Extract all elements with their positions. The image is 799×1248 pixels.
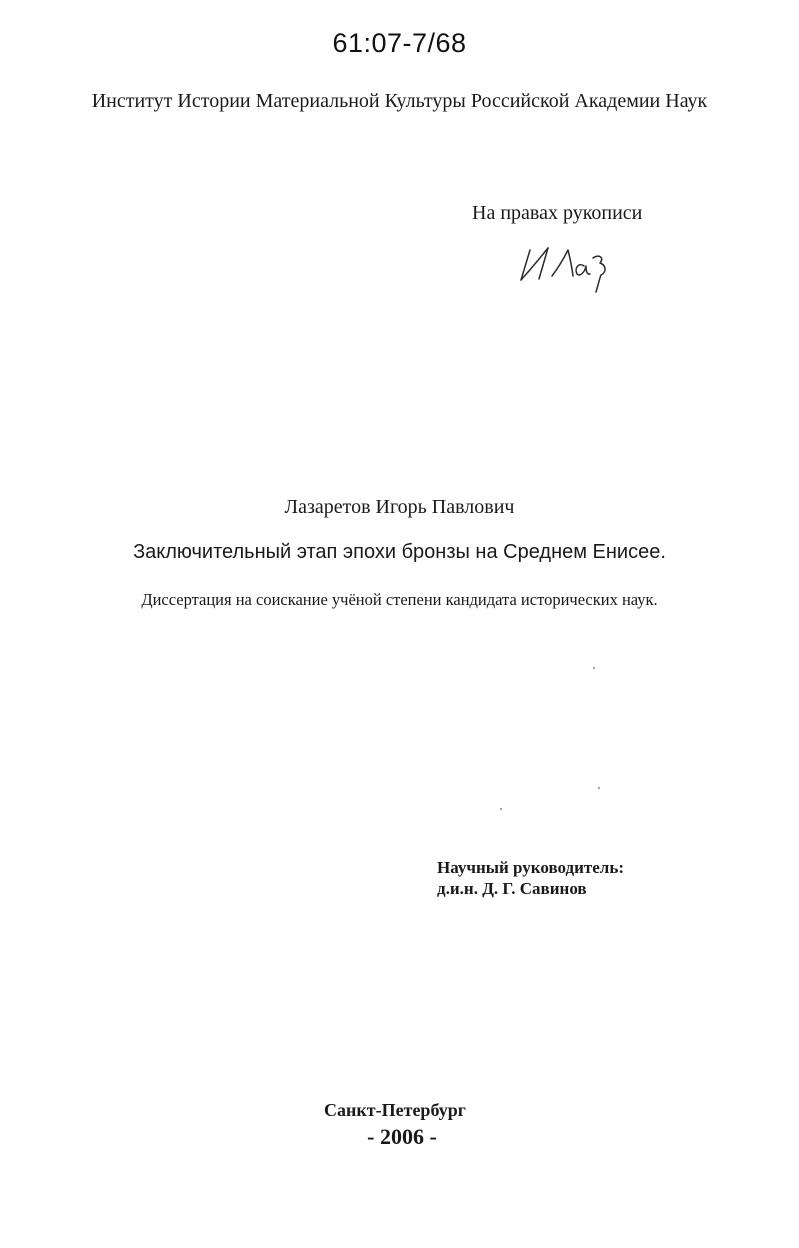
publication-year: - 2006 - <box>367 1124 437 1149</box>
dissertation-title: Заключительный этап эпохи бронзы на Среднем Енисее. <box>133 541 666 563</box>
publication-city: Санкт-Петербург <box>324 1100 466 1120</box>
scan-speck <box>500 808 502 810</box>
supervisor-name: д.и.н. Д. Г. Савинов <box>437 879 587 898</box>
archive-shelfmark: 61:07-7/68 <box>332 28 467 58</box>
supervisor-label: Научный руководитель: <box>437 858 624 877</box>
author-name: Лазаретов Игорь Павлович <box>284 496 515 518</box>
rights-notice: На правах рукописи <box>472 202 643 224</box>
degree-statement: Диссертация на соискание учёной степени кандидата исторических наук. <box>141 590 658 609</box>
institute-name: Институт Истории Материальной Культуры Российской Академии Наук <box>91 90 708 112</box>
signature-icon <box>510 236 620 296</box>
scan-speck <box>598 787 600 789</box>
scan-speck <box>593 667 595 669</box>
